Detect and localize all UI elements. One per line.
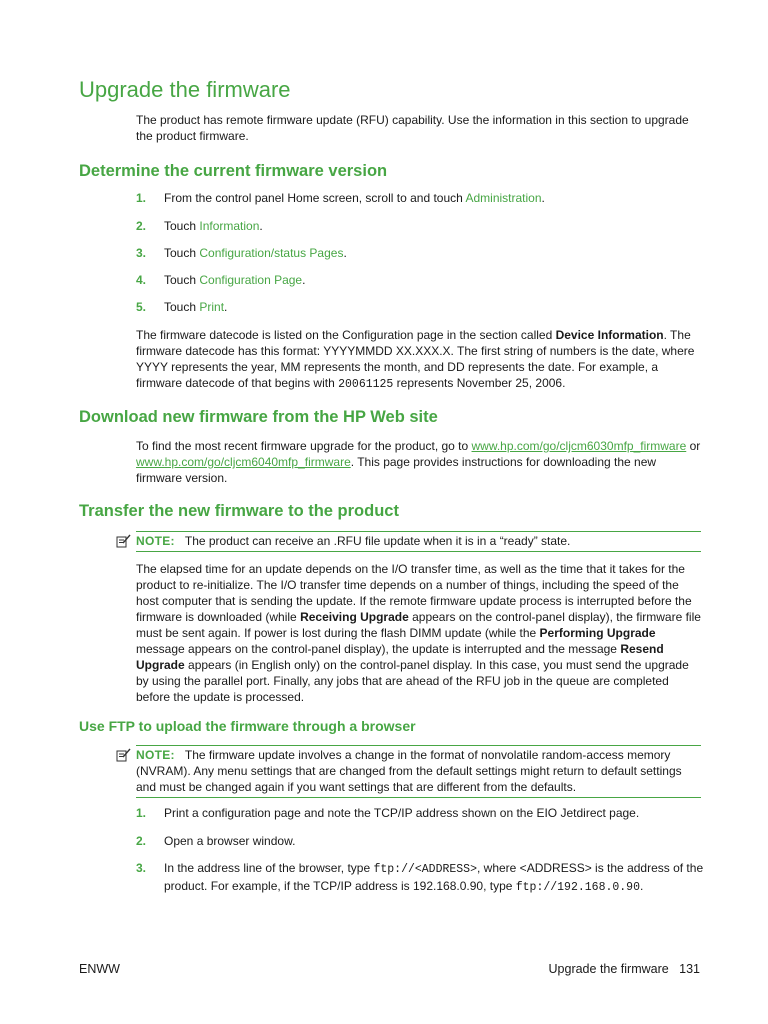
receiving-upgrade-term: Receiving Upgrade xyxy=(300,610,409,624)
step-number: 2. xyxy=(136,219,147,233)
note-label: NOTE: xyxy=(136,748,175,762)
download-paragraph: To find the most recent firmware upgrade for the product, go to www.hp.com/go/cljcm6030mfp_firmware or www.hp.com/go/cljcm6040mfp_firmware. This page provides instructions for downloading the new firmware version. xyxy=(136,439,701,485)
ftp-address-example: ftp://192.168.0.90 xyxy=(515,881,640,894)
note-icon xyxy=(115,748,131,762)
device-information-term: Device Information xyxy=(555,328,664,342)
step-text: Open a browser window. xyxy=(164,834,296,848)
intro-paragraph: The product has remote firmware update (RFU) capability. Use the information in this section to upgrade the product firmware. xyxy=(136,113,689,143)
menu-path-config-status: Configuration/status Pages xyxy=(199,246,344,260)
step-text: Print a configuration page and note the TCP/IP address shown on the EIO Jetdirect page. xyxy=(164,806,640,820)
menu-path-config-page: Configuration Page xyxy=(199,273,303,287)
menu-path-administration: Administration xyxy=(465,191,542,205)
step-text: Touch xyxy=(164,300,200,314)
menu-path-information: Information xyxy=(199,219,260,233)
link-cljcm6040mfp-firmware[interactable]: www.hp.com/go/cljcm6040mfp_firmware xyxy=(136,455,351,469)
step-text: From the control panel Home screen, scroll to and touch xyxy=(164,191,466,205)
note-text: The firmware update involves a change in the format of nonvolatile random-access memory (NVRAM). Any menu settings that are changed from the default settings might return to default settings and must be changed again if you want settings that are different from the defaults. xyxy=(136,748,682,794)
step-number: 1. xyxy=(136,806,147,820)
step-number: 3. xyxy=(136,246,147,260)
subsection-heading-ftp: Use FTP to upload the firmware through a browser xyxy=(79,718,416,734)
footer-right xyxy=(549,961,700,977)
ftp-address-template: ftp://<ADDRESS> xyxy=(373,863,477,876)
link-cljcm6030mfp-firmware[interactable]: www.hp.com/go/cljcm6030mfp_firmware xyxy=(471,439,687,453)
step-text: In the address line of the browser, type ftp://<ADDRESS>, where <ADDRESS> is the address of the product. For example, if the TCP/IP address is 192.168.0.90, type ftp://192.168.0.90. xyxy=(164,861,704,894)
step-number: 4. xyxy=(136,273,147,287)
note-label: NOTE: xyxy=(136,534,175,548)
datecode-example: 20061125 xyxy=(338,378,394,391)
transfer-paragraph: The elapsed time for an update depends on the I/O transfer time, as well as the time that it takes for the product to re-initialize. The I/O transfer time depends on a number of things, including the speed of the host computer that is sending the update. If the remote firmware update process is interrupted before the firmware is downloaded (while Receiving Upgrade appears on the control-panel display), the firmware file must be sent again. If power is lost during the flash DIMM update (while the Performing Upgrade message appears on the control-panel display), the update is interrupted and the message Resend Upgrade appears (in English only) on the control-panel display. In this case, you must send the upgrade by using the parallel port. Finally, any jobs that are ahead of the RFU job in the queue are completed before the update is processed. xyxy=(136,562,701,704)
step-number: 1. xyxy=(136,191,147,205)
step-text: Touch xyxy=(164,246,200,260)
note-ready-state xyxy=(136,531,701,552)
step-number: 2. xyxy=(136,834,147,848)
step-number: 3. xyxy=(136,861,147,875)
note-icon xyxy=(115,534,131,548)
footer-left: ENWW xyxy=(79,962,120,976)
note-nvram xyxy=(136,745,701,798)
resend-upgrade-term: Resend Upgrade xyxy=(136,642,664,672)
footer-title: Upgrade the firmware xyxy=(548,962,669,976)
section-heading-transfer: Transfer the new firmware to the product xyxy=(79,502,399,520)
step-text: Touch xyxy=(164,219,200,233)
step-number: 5. xyxy=(136,300,147,314)
note-text: The product can receive an .RFU file update when it is in a “ready” state. xyxy=(184,534,571,548)
page-number: 131 xyxy=(679,962,700,976)
step-text: Touch xyxy=(164,273,200,287)
section-heading-firmware-version: Determine the current firmware version xyxy=(79,162,388,180)
page-title: Upgrade the firmware xyxy=(79,77,291,102)
performing-upgrade-term: Performing Upgrade xyxy=(539,626,656,640)
menu-path-print: Print xyxy=(199,300,225,314)
datecode-paragraph: The firmware datecode is listed on the Configuration page in the section called Device Information. The firmware datecode has this format: YYYYMMDD XX.XXX.X. The first string of numbers is the date, where YYYY represents the year, MM represents the month, and DD represents the date. For example, a firmware datecode of that begins with 20061125 represents November 25, 2006. xyxy=(136,328,695,391)
section-heading-download: Download new firmware from the HP Web site xyxy=(79,408,438,426)
